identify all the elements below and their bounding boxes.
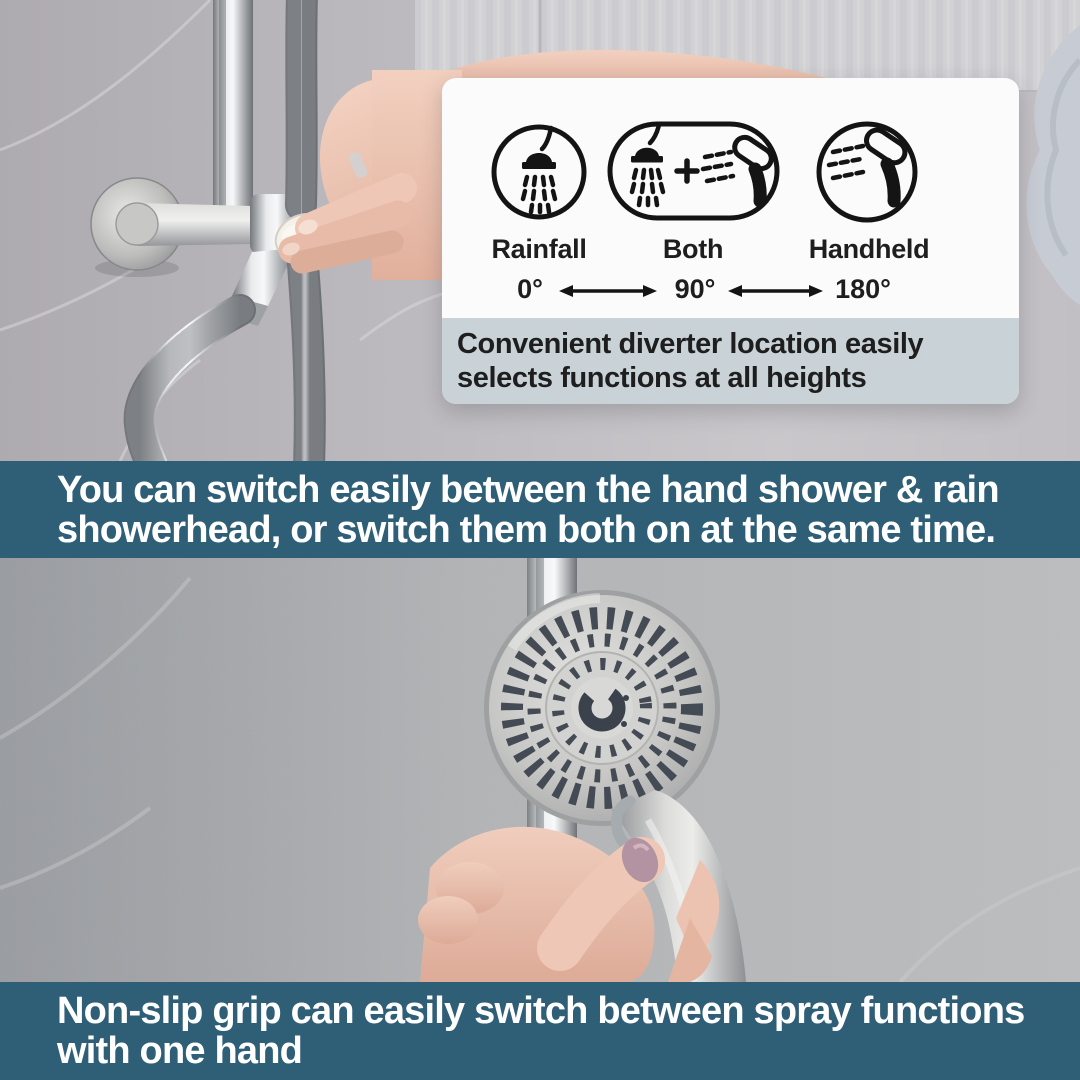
handheld-shower-icon bbox=[813, 119, 921, 225]
angle-handheld: 180° bbox=[835, 274, 891, 304]
angle-both: 90° bbox=[674, 274, 716, 304]
left-right-arrow-icon bbox=[559, 283, 657, 299]
banner-top-line2: showerhead, or switch them both on at the same time. bbox=[57, 509, 996, 551]
card-caption bbox=[442, 318, 1019, 404]
option-label-both: Both bbox=[662, 234, 724, 264]
option-label-handheld: Handheld bbox=[808, 234, 930, 264]
angle-rainfall: 0° bbox=[517, 274, 543, 304]
banner-top-line1: You can switch easily between the hand shower & rain bbox=[57, 469, 999, 511]
banner-switch-functions bbox=[0, 461, 1080, 558]
left-right-arrow-icon bbox=[728, 283, 823, 299]
card-caption-line2: selects functions at all heights bbox=[457, 362, 867, 394]
bottom-photo-handheld bbox=[0, 558, 1080, 982]
diverter-info-card bbox=[442, 78, 1019, 404]
handheld-sprayer-glyph bbox=[703, 134, 775, 201]
banner-non-slip-grip bbox=[0, 982, 1080, 1080]
card-caption-line1: Convenient diverter location easily bbox=[457, 328, 924, 360]
rain-shower-icon bbox=[489, 122, 589, 222]
banner-bottom-line2: with one hand bbox=[57, 1030, 303, 1072]
shower-rail bbox=[213, 0, 253, 218]
banner-bottom-line1: Non-slip grip can easily switch between spray functions bbox=[57, 990, 1025, 1032]
rain-and-handheld-icon bbox=[607, 121, 780, 221]
plus-icon bbox=[677, 161, 697, 181]
handheld-shower-head bbox=[484, 590, 720, 826]
option-label-rainfall: Rainfall bbox=[491, 234, 587, 264]
